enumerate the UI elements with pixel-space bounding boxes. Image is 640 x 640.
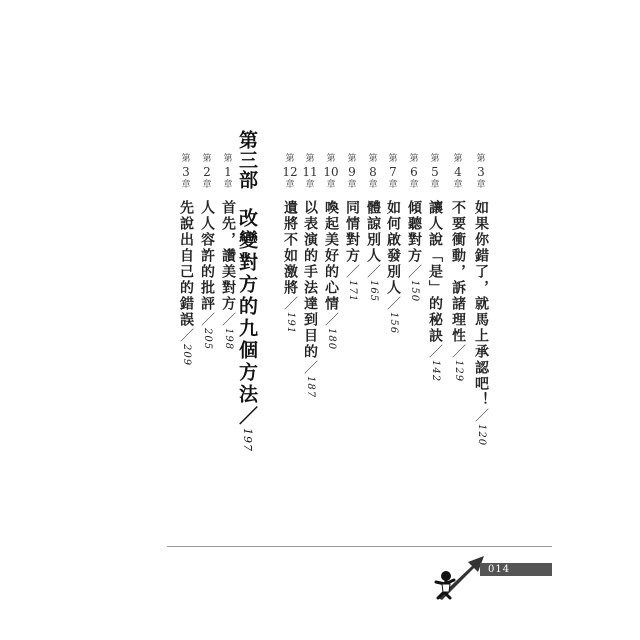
chapter-marker: 第 3 章 bbox=[181, 154, 191, 190]
chapter-title[interactable]: 讓人說「是」的秘訣／142 bbox=[427, 200, 443, 383]
part-label: 第三部 bbox=[236, 130, 258, 190]
chapter-marker: 第 3 章 bbox=[476, 154, 486, 190]
chapter-col-r5 bbox=[362, 154, 384, 302]
chapter-col-l0 bbox=[217, 154, 239, 350]
chapter-title[interactable]: 體諒別人／165 bbox=[365, 200, 381, 303]
chapter-marker: 第 5 章 bbox=[430, 154, 440, 190]
chapter-marker: 第 11 章 bbox=[302, 154, 318, 190]
chapter-col-r4 bbox=[382, 154, 404, 334]
chapter-col-r8 bbox=[299, 154, 321, 398]
chapter-col-r9 bbox=[279, 154, 301, 334]
chapter-col-l2 bbox=[175, 154, 197, 366]
chapter-title[interactable]: 首先，讚美對方／198 bbox=[220, 200, 236, 351]
chapter-title[interactable]: 同情對方／171 bbox=[344, 200, 360, 303]
chapter-marker: 第 12 章 bbox=[282, 154, 298, 190]
chapter-marker: 第 1 章 bbox=[223, 154, 233, 190]
chapter-marker: 第 2 章 bbox=[202, 154, 212, 190]
page-number: 014 bbox=[480, 563, 552, 576]
chapter-title[interactable]: 如何啟發別人／156 bbox=[385, 200, 401, 335]
chapter-col-r2 bbox=[424, 154, 446, 382]
chapter-marker: 第 9 章 bbox=[347, 154, 357, 190]
chapter-title[interactable]: 喚起美好的心情／180 bbox=[323, 200, 339, 351]
chapter-title[interactable]: 先說出自己的錯誤／209 bbox=[178, 200, 194, 367]
chapter-marker: 第 6 章 bbox=[409, 154, 419, 190]
chapter-col-r6 bbox=[341, 154, 363, 302]
chapter-title[interactable]: 以表演的手法達到目的／187 bbox=[302, 200, 318, 399]
footer-rule bbox=[167, 546, 552, 547]
chapter-title[interactable]: 遺將不如激將／191 bbox=[282, 200, 298, 335]
part-title[interactable]: 改變對方的九個方法／197 bbox=[236, 208, 258, 452]
chapter-marker: 第 4 章 bbox=[453, 154, 463, 190]
chapter-marker: 第 7 章 bbox=[388, 154, 398, 190]
chapter-title[interactable]: 傾聽對方／150 bbox=[406, 200, 422, 303]
chapter-col-r7 bbox=[320, 154, 342, 350]
chapter-title[interactable]: 如果你錯了，就馬上承認吧！／120 bbox=[473, 200, 489, 447]
climbing-figure-icon bbox=[432, 552, 488, 602]
chapter-col-r3 bbox=[403, 154, 425, 302]
chapter-col-l1 bbox=[196, 154, 218, 350]
chapter-col-r0 bbox=[470, 154, 492, 446]
chapter-marker: 第 10 章 bbox=[323, 154, 339, 190]
chapter-col-r1 bbox=[447, 154, 469, 382]
chapter-marker: 第 8 章 bbox=[368, 154, 378, 190]
chapter-title[interactable]: 人人容許的批評／205 bbox=[199, 200, 215, 351]
chapter-title[interactable]: 不要衝動，訴諸理性／129 bbox=[450, 200, 466, 383]
